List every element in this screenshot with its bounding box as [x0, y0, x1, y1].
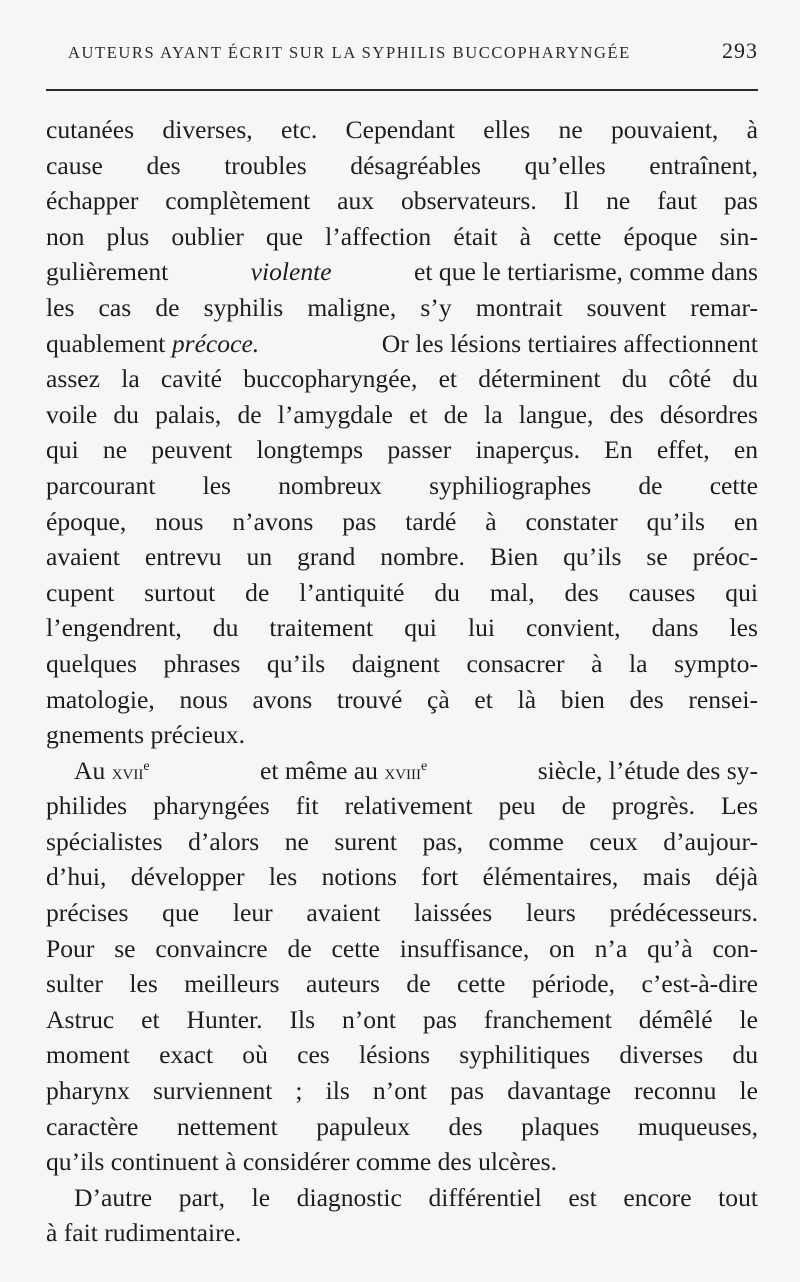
text-line: cutanées diverses, etc. Cependant elles ne pouvaient, à: [46, 115, 758, 144]
italic-word: violente: [250, 257, 332, 287]
text-segment: siècle, l’étude des sy-: [537, 755, 758, 785]
text-line: [46, 753, 758, 789]
text-segment: [46, 326, 259, 362]
text-segment: gulièrement: [46, 257, 169, 287]
text-segment: et que le tertiarisme, comme dans: [414, 257, 758, 287]
running-header: [68, 38, 758, 68]
text-line: époque, nous n’avons pas tardé à constater qu’ils en: [46, 506, 758, 536]
text-segment: [260, 753, 427, 789]
italic-word: précoce.: [171, 328, 260, 358]
text-line: assez la cavité buccopharyngée, et déterminent du côté du: [46, 364, 758, 394]
text-line: Pour se convaincre de cette insuffisance, on n’a qu’à con-: [46, 933, 758, 963]
text-segment: et même au: [260, 755, 378, 785]
text-line: matologie, nous avons trouvé çà et là bien des rensei-: [46, 684, 758, 714]
text-line: sulter les meilleurs auteurs de cette période, c’est-à-dire: [46, 969, 758, 999]
text-segment: Or les lésions tertiaires affectionnent: [381, 328, 758, 358]
text-line: caractère nettement papuleux des plaques muqueuses,: [46, 1111, 758, 1141]
text-line: d’hui, développer les notions fort élémentaires, mais déjà: [46, 862, 758, 892]
text-line: cupent surtout de l’antiquité du mal, des causes qui: [46, 577, 758, 607]
text-line: Astruc et Hunter. Ils n’ont pas franchement démêlé le: [46, 1004, 758, 1034]
text-line: à fait rudimentaire.: [46, 1218, 242, 1248]
text-line: cause des troubles désagréables qu’elles entraînent,: [46, 150, 758, 180]
text-segment: [74, 753, 150, 789]
text-line: les cas de syphilis maligne, s’y montrait souvent remar-: [46, 292, 758, 322]
text-line: qui ne peuvent longtemps passer inaperçus. En effet, en: [46, 435, 758, 465]
running-title: AUTEURS AYANT ÉCRIT SUR LA SYPHILIS BUCCOPHARYNGÉE: [68, 43, 631, 62]
text-line: quelques phrases qu’ils daignent consacrer à la sympto-: [46, 648, 758, 678]
text-line: voile du palais, de l’amygdale et de la langue, des désordres: [46, 399, 758, 429]
text-line: parcourant les nombreux syphiliographes de cette: [46, 470, 758, 500]
small-caps-numeral: xviii: [384, 758, 422, 784]
small-caps-numeral: xvii: [111, 758, 144, 784]
text-line: qu’ils continuent à considérer comme des ulcères.: [46, 1147, 557, 1177]
text-line: précises que leur avaient laissées leurs prédécesseurs.: [46, 898, 758, 928]
superscript: e: [143, 758, 150, 774]
text-segment: quablement: [46, 328, 166, 358]
superscript: e: [421, 758, 428, 774]
text-line: avaient entrevu un grand nombre. Bien qu’ils se préoc-: [46, 542, 758, 572]
text-line: moment exact où ces lésions syphilitiques diverses du: [46, 1040, 758, 1070]
text-line: D’autre part, le diagnostic différentiel est encore tout: [74, 1182, 758, 1212]
text-line: non plus oublier que l’affection était à cette époque sin-: [46, 221, 758, 251]
text-line: [46, 326, 758, 362]
text-line: l’engendrent, du traitement qui lui convient, dans les: [46, 613, 758, 643]
text-line: échapper complètement aux observateurs. Il ne faut pas: [46, 186, 758, 216]
text-line: philides pharyngées fit relativement peu de progrès. Les: [46, 791, 758, 821]
page-number: 293: [722, 38, 758, 63]
text-segment: Au: [74, 755, 106, 785]
body-text: [46, 112, 758, 1251]
header-rule: [46, 89, 758, 91]
text-line: pharynx surviennent ; ils n’ont pas davantage reconnu le: [46, 1076, 758, 1106]
text-line: gnements précieux.: [46, 720, 245, 750]
text-line: spécialistes d’alors ne surent pas, comme ceux d’aujour-: [46, 826, 758, 856]
text-line: [46, 254, 758, 290]
